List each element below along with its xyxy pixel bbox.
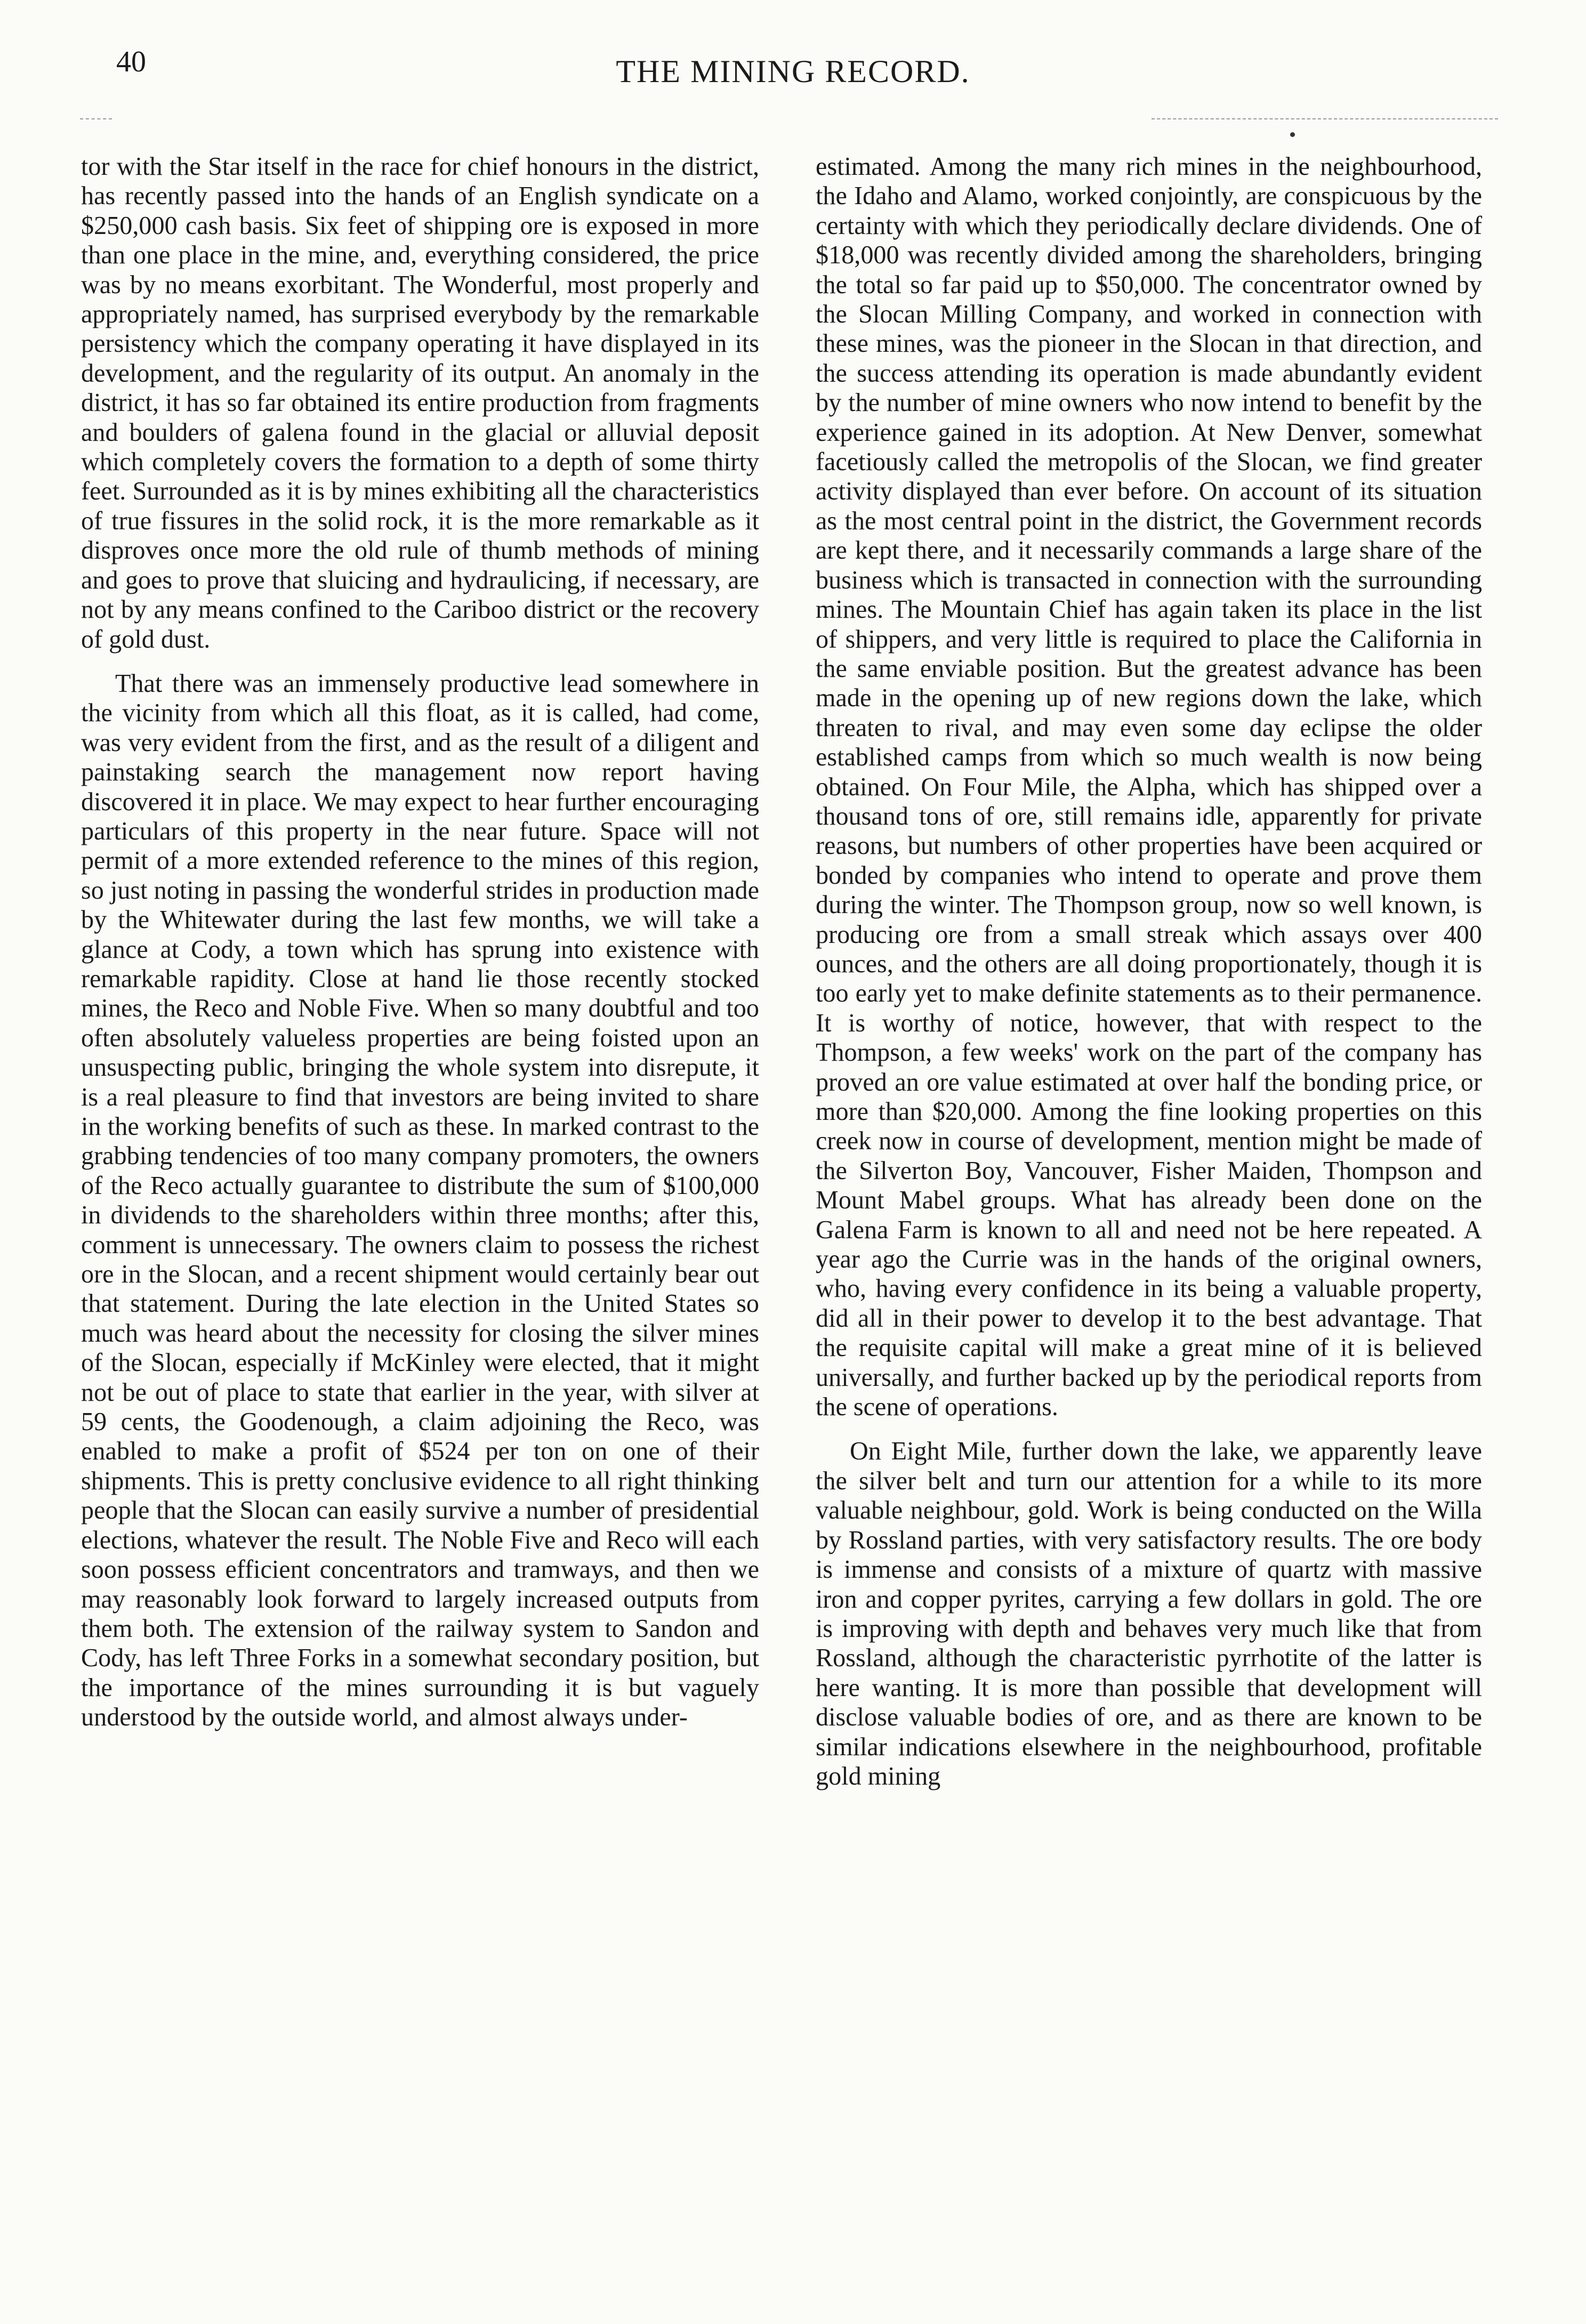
paragraph: estimated. Among the many rich mines in the neighbourhood, the Idaho and Alamo, worked conjointly, are conspicuous by the certainty with which they periodically declare dividends. One of $18,000 was recently divided among the shareholders, bringing the total so far paid up to $50,000. The concentrator owned by the Slocan Milling Company, and worked in connection with these mines, was the pioneer in the Slocan in that direction, and the success attending its operation is made abundantly evident by the number of mine owners who now intend to benefit by the experience gained in its adoption. At New Denver, somewhat facetiously called the metropolis of the Slocan, we find greater activity displayed than ever before. On account of its situation as the most central point in the district, the Government records are kept there, and it necessarily commands a large share of the business which is transacted in connection with the surrounding mines. The Mountain Chief has again taken its place in the list of shippers, and very little is required to place the California in the same enviable position. But the greatest advance has been made in the opening up of new regions down the lake, which threaten to rival, and may even some day eclipse the older established camps from which so much wealth is now being obtained. On Four Mile, the Alpha, which has shipped over a thousand tons of ore, still remains idle, apparently for private reasons, but numbers of other properties have been acquired or bonded by companies who intend to operate and prove them during the winter. The Thompson group, now so well known, is producing ore from a small streak which assays over 400 ounces, and the others are all doing proportionately, though it is too early yet to make definite statements as to their permanence. It is worthy of notice, however, that with respect to the Thompson, a few weeks' work on the part of the company has proved an ore value estimated at over half the bonding price, or more than $20,000. Among the fine looking properties on this creek now in course of development, mention might be made of the Silverton Boy, Vancouver, Fisher Maiden, Thompson and Mount Mabel groups. What has already been done on the Galena Farm is known to all and need not be here repeated. A year ago the Currie was in the hands of the original owners, who, having every confidence in its being a valuable property, did all in their power to develop it to the best advantage. That the requisite capital will make a great mine of it is believed universally, and further backed up by the periodical reports from the scene of operations. xyxy=(816,152,1482,1422)
header-rule-left xyxy=(80,118,112,119)
ink-dot xyxy=(1290,132,1295,137)
running-head-title: THE MINING RECORD. xyxy=(616,54,970,89)
paragraph: tor with the Star itself in the race for chief honours in the district, has recently passed into the hands of an English syndicate on a $250,000 cash basis. Six feet of shipping ore is exposed in more than one place in the mine, and, everything considered, the price was by no means exorbitant. The Wonderful, most properly and appropriately named, has surprised everybody by the remarkable persistency which the company operating it have displayed in its development, and the regularity of its output. An anomaly in the district, it has so far obtained its entire production from fragments and boulders of galena found in the glacial or alluvial deposit which completely covers the formation to a depth of some thirty feet. Surrounded as it is by mines exhibiting all the characteristics of true fissures in the solid rock, it is the more remarkable as it disproves once more the old rule of thumb methods of mining and goes to prove that sluicing and hydraulicing, if necessary, are not by any means confined to the Cariboo district or the recovery of gold dust. xyxy=(81,152,759,653)
right-column xyxy=(816,152,1482,1791)
header-rule-right xyxy=(1152,118,1498,119)
left-column xyxy=(81,152,759,1732)
paragraph: That there was an immensely productive lead somewhere in the vicinity from which all this float, as it is called, had come, was very evident from the first, and as the result of a diligent and painstaking search the management now report having discovered it in place. We may expect to hear further encouraging particulars of this property in the near future. Space will not permit of a more extended reference to the mines of this region, so just noting in passing the wonderful strides in production made by the Whitewater during the last few months, we will take a glance at Cody, a town which has sprung into existence with remarkable rapidity. Close at hand lie those recently stocked mines, the Reco and Noble Five. When so many doubtful and too often absolutely valueless properties are being foisted upon an unsuspecting public, bringing the whole system into disrepute, it is a real pleasure to find that investors are being invited to share in the working benefits of such as these. In marked contrast to the grabbing tendencies of too many company promoters, the owners of the Reco actually guarantee to distribute the sum of $100,000 in dividends to the shareholders within three months; after this, comment is unnecessary. The owners claim to possess the richest ore in the Slocan, and a recent shipment would certainly bear out that statement. During the late election in the United States so much was heard about the necessity for closing the silver mines of the Slocan, especially if McKinley were elected, that it might not be out of place to state that earlier in the year, with silver at 59 cents, the Goodenough, a claim adjoining the Reco, was enabled to make a profit of $524 per ton on one of their shipments. This is pretty conclusive evidence to all right thinking people that the Slocan can easily survive a number of presidential elections, whatever the result. The Noble Five and Reco will each soon possess efficient concentrators and tramways, and then we may reasonably look forward to largely increased outputs from them both. The extension of the railway system to Sandon and Cody, has left Three Forks in a somewhat secondary position, but the importance of the mines surrounding it is but vaguely understood by the outside world, and almost always under- xyxy=(81,669,759,1732)
page-number: 40 xyxy=(116,45,146,78)
paragraph: On Eight Mile, further down the lake, we apparently leave the silver belt and turn our attention for a while to its more valuable neighbour, gold. Work is being conducted on the Willa by Rossland parties, with very satisfactory results. The ore body is immense and consists of a mixture of quartz with massive iron and copper pyrites, carrying a few dollars in gold. The ore is improving with depth and behaves very much like that from Rossland, although the characteristic pyrrhotite of the latter is here wanting. It is more than possible that development will disclose valuable bodies of ore, and as there are known to be similar indications elsewhere in the neighbourhood, profitable gold mining xyxy=(816,1437,1482,1790)
